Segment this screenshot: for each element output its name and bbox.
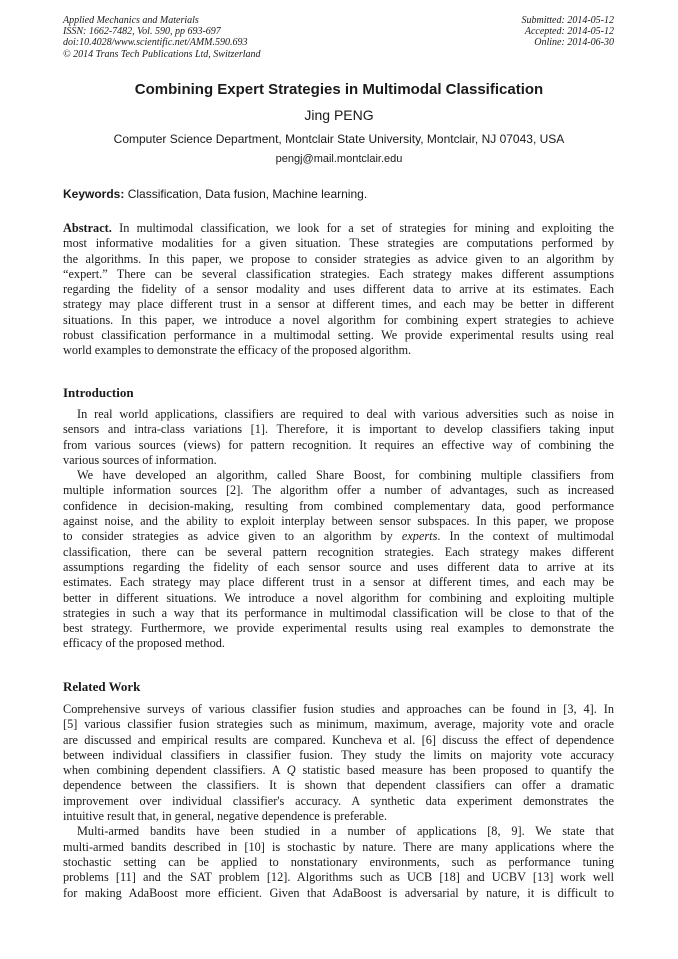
submitted-date: Submitted: 2014-05-12: [521, 15, 614, 26]
intro-line: efficacy of the proposed method.: [63, 636, 225, 651]
keywords: [63, 187, 615, 201]
keywords-text: Classification, Data fusion, Machine learning.: [127, 187, 368, 201]
related-work-line: for making AdaBoost more efficient. Given that AdaBoost is adversarial by nature, it is difficult to: [63, 885, 614, 900]
doi-line: doi:10.4028/www.scientific.net/AMM.590.693: [63, 37, 248, 49]
emphasis-experts: experts: [401, 529, 438, 544]
abstract-line: “expert.” There can be several classification strategies. Each strategy makes different assumptions: [63, 266, 614, 281]
related-work-line: problems [11] and the SAT problem [12]. Algorithms such as UCB [18] and UCBV [13] work well: [63, 870, 614, 885]
abstract-line: situations. In this paper, we introduce a novel algorithm for combining expert strategies to achieve: [63, 312, 614, 327]
q-statistic-symbol: Q: [286, 763, 296, 778]
intro-line: We have developed an algorithm, called Share Boost, for combining multiple classifiers from: [77, 468, 614, 483]
intro-line: multiple information sources [2]. The algorithm offer a number of advantages, such as increased: [63, 483, 614, 498]
journal-header-right: [522, 15, 615, 49]
abstract-line: strategy may place different trust in a sensor at different times, and each may be better in different: [63, 297, 614, 312]
introduction-heading: Introduction: [63, 385, 134, 400]
intro-line: In real world applications, classifiers are required to deal with various adversities such as noise in: [77, 407, 614, 421]
abstract-line: world examples to demonstrate the efficacy of the proposed algorithm.: [63, 343, 412, 358]
intro-line: estimates. Each strategy may place different trust in a sensor at different times, and each may be: [63, 575, 614, 590]
abstract: [63, 221, 614, 359]
intro-line: classification, there can be several pattern recognition strategies. Each strategy makes different: [63, 544, 614, 559]
intro-line: assumptions regarding the fidelity of each sensor source and uses different data to arrive at its: [63, 559, 614, 574]
paper-title: Combining Expert Strategies in Multimodal Classification: [134, 81, 544, 98]
online-date: Online: 2014-06-30: [534, 37, 614, 49]
author-name: Jing PENG: [304, 107, 374, 123]
related-work-line: are discussed and empirical results are compared. Kuncheva et al. [6] discuss the effect of dependence: [63, 732, 614, 747]
intro-line: sensors and intra-class variations [1]. Therefore, it is important to develop classifiers taking input: [63, 422, 614, 437]
related-work-heading: Related Work: [63, 679, 141, 694]
intro-line: confidence in decision-making, resulting from combined complementary data, good performance: [63, 498, 614, 513]
intro-line: against noise, and the ability to exploit interplay between sensor subspaces. In this paper, we propose: [63, 514, 614, 529]
abstract-label: Abstract.: [63, 221, 112, 235]
abstract-line: most informative modalities for a given situation. These strategies are computations performed by: [63, 236, 614, 251]
copyright-line: © 2014 Trans Tech Publications Ltd, Switzerland: [63, 48, 261, 60]
related-work-line: [5] various classifier fusion strategies such as minimum, maximum, average, majority vote and oracle: [63, 717, 614, 732]
intro-line: best strategy. Furthermore, we provide experimental results using real examples to demonstrate the: [63, 621, 614, 636]
abstract-line: Abstract. In multimodal classification, we look for a set of strategies for mining and exploiting the: [63, 221, 614, 235]
related-work-line: stochastic setting can be applied to nonstationary environments, such as performance tuning: [63, 854, 614, 869]
intro-line: better in different situations. We introduce a novel algorithm for combining and exploiting multiple: [63, 590, 614, 605]
issn-line: ISSN: 1662-7482, Vol. 590, pp 693-697: [63, 26, 221, 38]
intro-line: from various sources (views) for pattern recognition. It requires an effective way of combining the: [63, 437, 614, 452]
related-work-line: when combining dependent classifiers. A Q statistic based measure has been proposed to quantify the: [63, 763, 614, 778]
journal-header-left: [63, 15, 261, 60]
related-work-line: Multi-armed bandits have been studied in a number of applications [8, 9]. We state that: [77, 824, 614, 839]
intro-line: to consider strategies as advice given to an algorithm by experts. In the context of multimodal: [63, 529, 614, 544]
keywords-label: Keywords:: [63, 187, 125, 201]
related-work-line: between individual classifiers in classifier fusion. They study the limits on majority vote accuracy: [63, 747, 614, 762]
intro-line: various sources of information.: [63, 452, 217, 467]
accepted-date: Accepted: 2014-05-12: [524, 26, 614, 38]
abstract-line: robust classification performance in a multimodal setting. We provide experimental results using real: [63, 328, 614, 343]
related-work-line: improvement over individual classifier's accuracy. A synthetic data experiment demonstrates the: [63, 793, 614, 808]
related-work-line: multi-armed bandits described in [10] is stochastic by nature. There are many applications where the: [63, 839, 614, 854]
author-email: pengj@mail.montclair.edu: [275, 153, 403, 165]
author-affiliation: Computer Science Department, Montclair State University, Montclair, NJ 07043, USA: [113, 132, 565, 146]
related-work-line: Comprehensive surveys of various classifier fusion studies and approaches can be found in [3, 4]. In: [63, 702, 614, 716]
journal-name: Applied Mechanics and Materials: [63, 15, 199, 26]
intro-line: strategies in such a way that its performance in multimodal classification will be close to that of the: [63, 605, 614, 620]
related-work-line: dependence between the classifiers. It is shown that dependent classifiers can offer a dramatic: [63, 778, 614, 793]
abstract-line: the algorithms. In this paper, we propose to consider strategies as advice given to an algorithm by: [63, 251, 614, 266]
related-work-body: [63, 702, 614, 901]
introduction-body: [63, 407, 614, 652]
related-work-line: intuitive result that, in general, negative dependence is preferable.: [63, 809, 388, 824]
abstract-line: regarding the fidelity of a sensor modality and uses different data to arrive at its estimates. Each: [63, 282, 614, 297]
